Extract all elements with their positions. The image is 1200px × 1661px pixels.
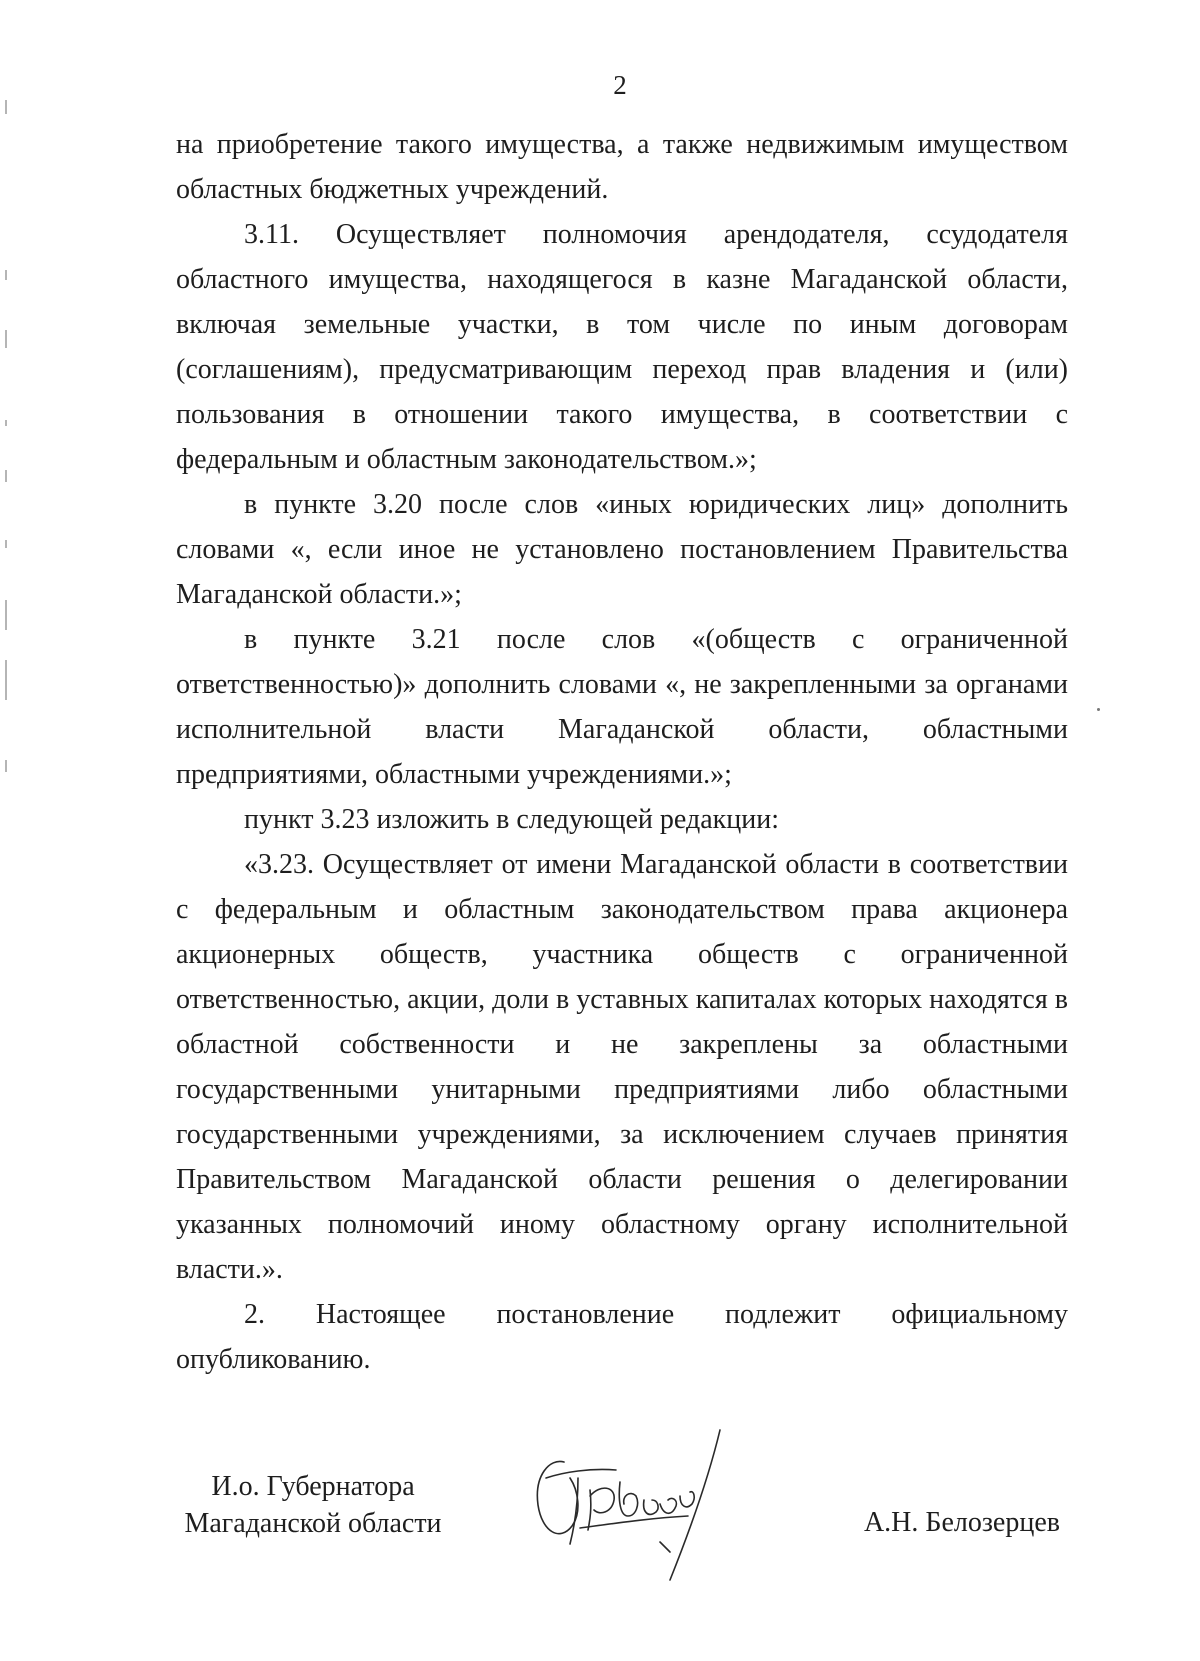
paragraph-3-20-amendment: в пункте 3.20 после слов «иных юридических лиц» дополнить словами «, если иное не установлено постановлением Правительства Магаданской области.»;: [176, 489, 1068, 610]
paragraph-3-23-text: «3.23. Осуществляет от имени Магаданской области в соответствии с федеральным и областным законодательством права акционера акционерных обществ, участника обществ с ограниченной ответственностью, акции, доли в уставных капиталах которых находятся в областной собственности и не закреплены за областными государственными унитарными предприятиями либо областными государственными учреждениями, за исключением случаев принятия Правительством Магаданской области решения о делегировании указанных полномочий иному областному органу исполнительной власти.».: [176, 849, 1068, 1285]
paragraph-3-11: 3.11. Осуществляет полномочия арендодателя, ссудодателя областного имущества, находящегося в казне Магаданской области, включая земельные участки, в том числе по иным договорам (соглашениям), предусматривающим переход прав владения и (или) пользования в отношении такого имущества, в соответствии с федеральным и областным законодательством.»;: [176, 219, 1068, 475]
signer-name: А.Н. Белозерцев: [863, 1507, 1060, 1538]
signer-position: [168, 1468, 458, 1542]
paragraph-3-21-amendment: в пункте 3.21 после слов «(обществ с ограниченной ответственностью)» дополнить словами «, не закрепленными за органами исполнительной власти Магаданской области, областными предприятиями, областными учреждениями.»;: [176, 624, 1068, 790]
page-number: 2: [613, 70, 627, 100]
paragraph-continuation: на приобретение такого имущества, а также недвижимым имуществом областных бюджетных учреждений.: [176, 129, 1068, 205]
signer-position-line1: И.о. Губернатора: [211, 1471, 415, 1502]
scan-speck: [1097, 708, 1100, 711]
document-body: [176, 122, 1068, 1382]
paragraph-3-23-intro: пункт 3.23 изложить в следующей редакции:: [244, 804, 779, 835]
signer-position-line2: Магаданской области: [184, 1508, 442, 1539]
handwritten-signature: [520, 1420, 760, 1600]
scan-edge-marks: [4, 0, 10, 1661]
paragraph-2-publication: 2. Настоящее постановление подлежит официальному опубликованию.: [176, 1299, 1068, 1375]
